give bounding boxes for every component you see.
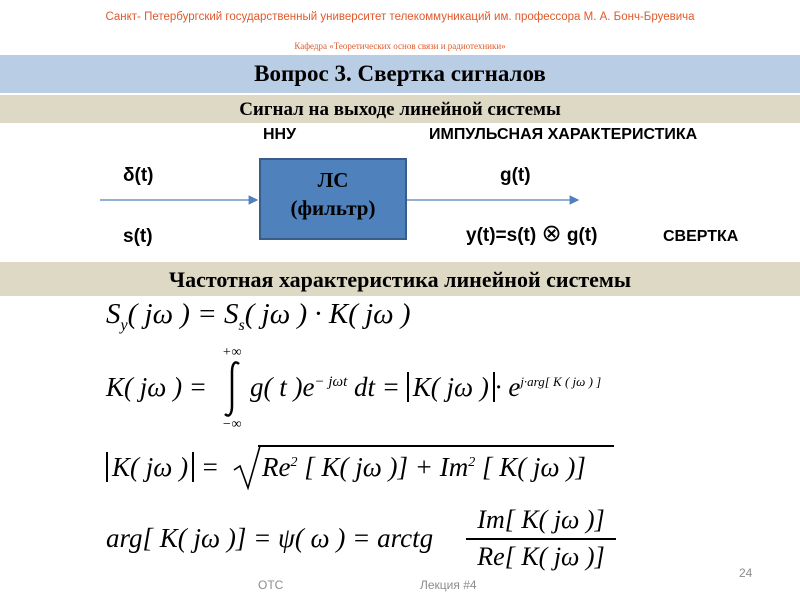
- box-subtitle: (фильтр): [290, 196, 376, 220]
- f2-exponent: − jωt: [314, 374, 348, 390]
- f1-mid: ( jω ) = S: [127, 298, 239, 330]
- footer-course: ОТС: [258, 578, 284, 592]
- f2-dot-e: · e: [494, 372, 521, 402]
- convolution-label: СВЕРТКА: [663, 228, 739, 245]
- f2-dt: dt =: [354, 372, 401, 402]
- slide-title: Вопрос 3. Свертка сигналов: [0, 55, 800, 93]
- output-equation-right: g(t): [566, 225, 598, 246]
- f3-tail: [ K( jω )]: [482, 452, 586, 482]
- integral-upper-limit: +∞: [222, 345, 242, 360]
- phase-numerator: Im[ K( jω )]: [477, 505, 605, 534]
- f1-sub-s: s: [238, 316, 245, 334]
- nnu-label: ННУ: [263, 126, 297, 143]
- f1-sy: S: [106, 298, 121, 330]
- signal-input-label: s(t): [123, 226, 153, 247]
- formula-radicand: [262, 452, 586, 483]
- box-title: ЛС: [317, 168, 349, 192]
- convolution-output: [466, 219, 597, 248]
- page-number: 24: [739, 566, 753, 580]
- slide-subtitle: Сигнал на выходе линейной системы: [239, 99, 561, 120]
- f3-re: Re: [262, 452, 291, 482]
- output-equation-left: y(t)=s(t): [466, 225, 537, 246]
- impulse-response-label: ИМПУЛЬСНАЯ ХАРАКТЕРИСТИКА: [429, 126, 698, 143]
- formula-output-spectrum: [106, 298, 411, 335]
- formula-transfer-function-left: K( jω ) =: [106, 372, 208, 402]
- formula-transfer-function-right: [250, 372, 601, 403]
- phase-denominator: Re[ K( jω )]: [477, 542, 605, 571]
- fraction-bar: [466, 538, 616, 540]
- formula-phase-response: arg[ K( jω )] = ψ( ω ) = arctg: [106, 523, 434, 553]
- linear-system-box-text: [259, 166, 407, 222]
- f3-equals: =: [200, 452, 220, 482]
- convolution-icon: ⊗: [541, 220, 562, 247]
- f3-im-part: [ K( jω )] + Im: [304, 452, 469, 482]
- f2-phase-exponent: j·arg[ K ( jω ) ]: [520, 374, 602, 389]
- frequency-response-title: Частотная характеристика линейной системы: [168, 267, 632, 292]
- f3-re-power: 2: [290, 455, 298, 470]
- impulse-output-label: g(t): [500, 165, 531, 186]
- delta-input-label: δ(t): [123, 165, 154, 186]
- square-root-icon: [232, 444, 262, 490]
- footer-lecture: Лекция #4: [420, 578, 477, 592]
- formula-magnitude-response: [106, 452, 219, 483]
- university-name: Санкт- Петербургский государственный университет телекоммуникаций им. профессора М. А. Бонч-Бруевича: [105, 11, 695, 23]
- f1-sub-y: y: [120, 316, 128, 334]
- f3-im-power: 2: [468, 455, 476, 470]
- f2-integrand: g( t )e: [250, 372, 315, 402]
- f2-magnitude: K( jω ): [407, 372, 495, 402]
- integral-sign-icon: [222, 360, 244, 418]
- f1-right: ( jω ) · K( jω ): [244, 298, 411, 330]
- f3-magnitude: K( jω ): [106, 452, 194, 482]
- integral-lower-limit: −∞: [222, 417, 242, 432]
- radical-overline: [258, 445, 614, 447]
- department-name: Кафедра «Теоретических основ связи и радиотехники»: [294, 41, 506, 51]
